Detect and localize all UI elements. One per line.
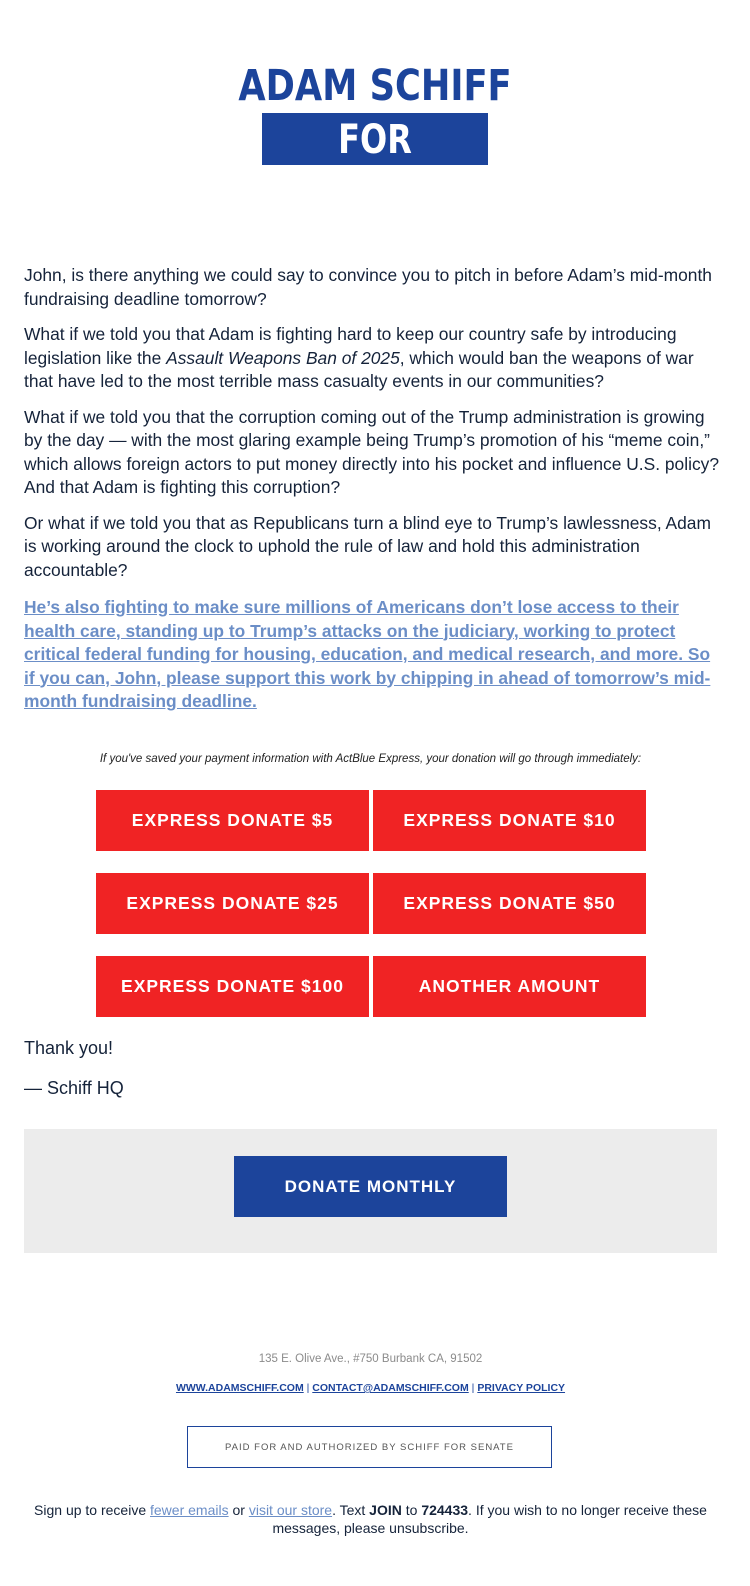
signup-text-5: . If you wish to no longer receive these messages, please unsubscribe.	[272, 1502, 707, 1536]
website-link[interactable]: WWW.ADAMSCHIFF.COM	[175, 1382, 304, 1394]
email-body	[24, 264, 720, 726]
logo-banner	[262, 113, 488, 217]
signup-text-3: . Text	[332, 1502, 370, 1518]
express-donate-100-button[interactable]: EXPRESS DONATE $100	[96, 956, 369, 1017]
join-keyword: JOIN	[369, 1502, 402, 1518]
donate-monthly-button[interactable]: DONATE MONTHLY	[234, 1156, 507, 1217]
mailing-address: 135 E. Olive Ave., #750 Burbank CA, 91502	[258, 1353, 483, 1365]
express-donate-5-button[interactable]: EXPRESS DONATE $5	[96, 790, 369, 851]
paragraph-legislation	[24, 323, 720, 394]
signup-text	[30, 1501, 711, 1537]
bill-name: Assault Weapons Ban of 2025	[166, 347, 400, 368]
signup-text-2: or	[228, 1502, 249, 1518]
signup-text-4: to	[401, 1502, 422, 1518]
footer-links	[0, 1382, 741, 1394]
privacy-policy-link[interactable]: PRIVACY POLICY	[477, 1382, 566, 1394]
fewer-emails-link[interactable]: fewer emails	[150, 1502, 229, 1518]
footer-separator: |	[471, 1382, 475, 1394]
thank-you-text: Thank you!	[24, 1038, 114, 1058]
paragraph-corruption: What if we told you that the corruption coming out of the Trump administration is growing by the day — with the most glaring example being Trump’s promotion of his “meme coin,” which allows foreign actors to put money directly into his pocket and influence U.S. policy? And that Adam is fighting this corruption?	[24, 406, 720, 497]
logo-subtitle: FOR SENATE	[306, 117, 444, 217]
sms-shortcode: 724433	[421, 1502, 469, 1518]
another-amount-button[interactable]: ANOTHER AMOUNT	[373, 956, 646, 1017]
paid-for-disclaimer: PAID FOR AND AUTHORIZED BY SCHIFF FOR SENATE	[187, 1426, 552, 1468]
visit-store-link[interactable]: visit our store	[248, 1502, 333, 1518]
signup-text-1: Sign up to receive	[34, 1502, 150, 1518]
contact-email-link[interactable]: CONTACT@ADAMSCHIFF.COM	[312, 1382, 469, 1394]
express-donate-50-button[interactable]: EXPRESS DONATE $50	[373, 873, 646, 934]
appeal-link[interactable]: He’s also fighting to make sure millions of Americans don’t lose access to their health care, standing up to Trump’s attacks on the judiciary, working to protect critical federal funding for housing, education, and medical research, and more. So if you can, John, please support this work by chipping in ahead of tomorrow’s mid-month fundraising deadline.	[24, 597, 711, 711]
signature: — Schiff HQ	[24, 1078, 124, 1098]
express-donate-25-button[interactable]: EXPRESS DONATE $25	[96, 873, 369, 934]
paragraph-appeal	[24, 596, 720, 714]
paragraph-rule-of-law: Or what if we told you that as Republicans turn a blind eye to Trump’s lawlessness, Adam is working around the clock to uphold the rule of law and hold this administration accountable?	[24, 512, 711, 580]
actblue-express-note: If you've saved your payment information with ActBlue Express, your donation will go through immediately:	[99, 753, 642, 765]
paragraph-intro: John, is there anything we could say to convince you to pitch in before Adam’s mid-month fundraising deadline tomorrow?	[24, 265, 712, 309]
logo-name: ADAM SCHIFF	[238, 61, 512, 111]
footer-separator: |	[306, 1382, 310, 1394]
paragraph-legislation-text-1: What if we told you that Adam is fighting hard to keep our country safe by introducing legislation like the	[24, 324, 677, 368]
campaign-logo	[0, 61, 750, 217]
express-donate-10-button[interactable]: EXPRESS DONATE $10	[373, 790, 646, 851]
monthly-donation-panel	[24, 1129, 717, 1253]
paragraph-legislation-text-2: , which would ban the weapons of war that have led to the most terrible mass casualty events in our communities?	[24, 347, 694, 391]
signoff	[24, 1036, 124, 1116]
